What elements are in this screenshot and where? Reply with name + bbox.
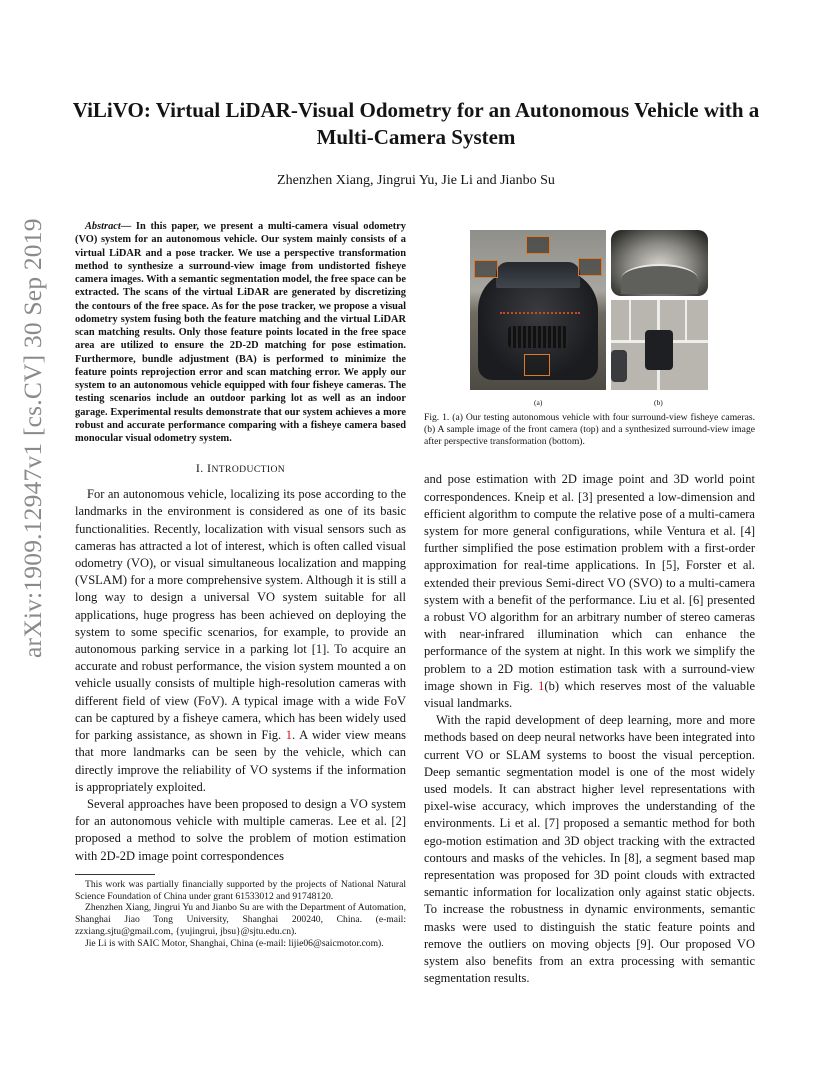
figure-caption: Fig. 1. (a) Our testing autonomous vehicle with four surround-view fisheye cameras. (b) A sample image of the front camera (top) and a synthesized surround-view image after perspective transformation (bottom). bbox=[424, 412, 755, 447]
abstract bbox=[75, 220, 406, 445]
right-p1-text-a: and pose estimation with 2D image point and 3D world point correspondences. Kneip et al. [3] presented a low-dimension and efficient algorithm to compute the relative pose of a multi-camera system for more general configurations, while Ventura et al. [4] further simplified the pose estimation problem with a first-order approximation for real-time applications. In [5], Forster et al. extended their previous Semi-direct VO (SVO) to a multi-camera system with a benefit of the performance. Liu et al. [6] presented a robust VO algorithm for an arbitrary number of stereo cameras with near-infrared illumination which can enhance the performance of the system at night. In this work we simplify the problem to a 2D motion estimation task with a surround-view image shown in Fig. bbox=[424, 472, 755, 693]
right-p1-text-b: (b) which reserves most of the valuable visual landmarks. bbox=[424, 678, 755, 711]
intro-paragraph-1 bbox=[75, 486, 406, 796]
figure-1 bbox=[424, 226, 755, 412]
neighbor-vehicle bbox=[611, 350, 627, 382]
vehicle-windshield bbox=[496, 262, 580, 288]
section-numeral: I. bbox=[195, 461, 208, 476]
figure-ref-link[interactable]: 1 bbox=[538, 678, 545, 693]
footnote-affiliation-sjtu: Zhenzhen Xiang, Jingrui Yu and Jianbo Su are with the Department of Automation, Shanghai Jiao Tong University, Shanghai 200240, China. (e-mail: zzxiang.sjtu@gmail.com, {yujingrui, jbsu}@sjtu.edu.cn). bbox=[75, 902, 406, 937]
footnote-affiliation-saic: Jie Li is with SAIC Motor, Shanghai, China (e-mail: lijie06@saicmotor.com). bbox=[85, 937, 384, 949]
footnote-divider bbox=[75, 874, 155, 875]
arxiv-stamp: arXiv:1909.12947v1 [cs.CV] 30 Sep 2019 bbox=[18, 218, 47, 658]
intro-p1-text-b: . A wider view means that more landmarks can be seen by the vehicle, which can directly improve the reliability of VO systems if the information is appropriately exploited. bbox=[75, 728, 406, 794]
footnote-funding: This work was partially financially supported by the projects of National Natural Science Foundation of China under grant 61533012 and 91748120. bbox=[75, 878, 406, 902]
camera-marker-left bbox=[474, 260, 498, 278]
lane-marking bbox=[685, 300, 687, 340]
surround-view-image bbox=[611, 300, 708, 390]
section-initial: I bbox=[207, 461, 212, 476]
camera-marker-right bbox=[578, 258, 602, 276]
intro-p1-text-a: For an autonomous vehicle, localizing its pose according to the landmarks in the environment is considered as one of its basic functionalities. Recently, localization with visual sensors such as cameras has attracted a lot of interest, which is often called visual odometry (VO), or visual simultaneous localization and mapping (VSLAM) for a more comprehensive system. Although it is still a long way to design a universal VO system suitable for all applications, huge progress has been achieved on deploying the system to some specific scenarios, for example, to provide an autonomous parking service in a parking lot [1]. To acquire an accurate and robust performance, the vision system mounted a on vehicle usually consists of multiple high-resolution cameras with different field of view (FoV). A typical image with a wide FoV can be captured by a fisheye camera, which has been widely used for parking assistance, as shown in Fig. bbox=[75, 487, 406, 743]
intro-paragraph-2: Several approaches have been proposed to design a VO system for an autonomous vehicle with multiple cameras. Lee et al. [2] proposed a method to solve the problem of motion estimation with 2D-2D image point correspondences bbox=[75, 796, 406, 863]
lane-marking bbox=[629, 300, 631, 340]
figure-ref-link[interactable]: 1 bbox=[285, 728, 293, 743]
vehicle-photo bbox=[470, 230, 606, 390]
right-column bbox=[424, 226, 755, 987]
vehicle-grille bbox=[508, 326, 568, 348]
author-list: Zhenzhen Xiang, Jingrui Yu, Jie Li and Jianbo Su bbox=[277, 173, 555, 188]
right-paragraph-2: With the rapid development of deep learning, more and more methods based on deep neural networks have been integrated into current VO or SLAM systems to boost the visual perception. Deep semantic segmentation model is one of the most widely used models. It can abstract higher level representations with pixel-wise accuracy, which improves the understanding of the environments. Li et al. [7] proposed a semantic method for both ego-motion estimation and 3D object tracking with the extracted contours and masks of the vehicles. In [8], a segment based map representation was proposed for 3D point clouds with extracted semantic information for localization only against static objects. To increase the robustness in dynamic environments, semantic masks were used to distinguish the static feature points and remove the outliers on moving objects [9]. Our proposed VO system also benefits from an extra processing with semantic segmentation results. bbox=[424, 713, 755, 986]
subfigure-label-a: (a) bbox=[534, 398, 543, 407]
abstract-label: Abstract bbox=[85, 221, 121, 232]
right-paragraph-1 bbox=[424, 471, 755, 712]
section-heading-introduction bbox=[75, 461, 406, 476]
front-fisheye-image bbox=[611, 230, 708, 296]
camera-marker-top bbox=[526, 236, 550, 254]
abstract-dash: — bbox=[120, 221, 132, 232]
paper-title: ViLiVO: Virtual LiDAR-Visual Odometry for an Autonomous Vehicle with a Multi-Camera System bbox=[72, 98, 760, 149]
left-column bbox=[75, 220, 406, 950]
ego-vehicle-mask bbox=[645, 330, 673, 370]
vehicle-hood-lettering bbox=[500, 304, 580, 314]
camera-marker-front bbox=[524, 354, 550, 376]
subfigure-label-b: (b) bbox=[654, 398, 663, 407]
fisheye-road bbox=[621, 264, 698, 294]
section-rest: NTRODUCTION bbox=[211, 464, 286, 476]
abstract-text: In this paper, we present a multi-camera visual odometry (VO) system for an autonomous vehicle. Our system mainly consists of a virtual LiDAR and a pose tracker. We use a perspective transformation method to synthesize a surround-view image from undistorted fisheye camera images. With a semantic segmentation model, the free space can be extracted. The scans of the virtual LiDAR are generated by discretizing the contours of the free space. As for the pose tracker, we propose a visual odometry system fusing both the feature matching and the virtual LiDAR scan matching results. Only those feature points located in the free space area are utilized to ensure the 2D-2D matching for pose estimation. Furthermore, bundle adjustment (BA) is performed to minimize the feature points reprojection error and scan matching error. We apply our system to an autonomous vehicle equipped with four fisheye cameras. The testing scenarios include an outdoor parking lot as well as an indoor garage. Experimental results demonstrate that our system achieves a more robust and accurate performance comparing with a fisheye camera based monocular visual odometry system. bbox=[75, 221, 406, 444]
